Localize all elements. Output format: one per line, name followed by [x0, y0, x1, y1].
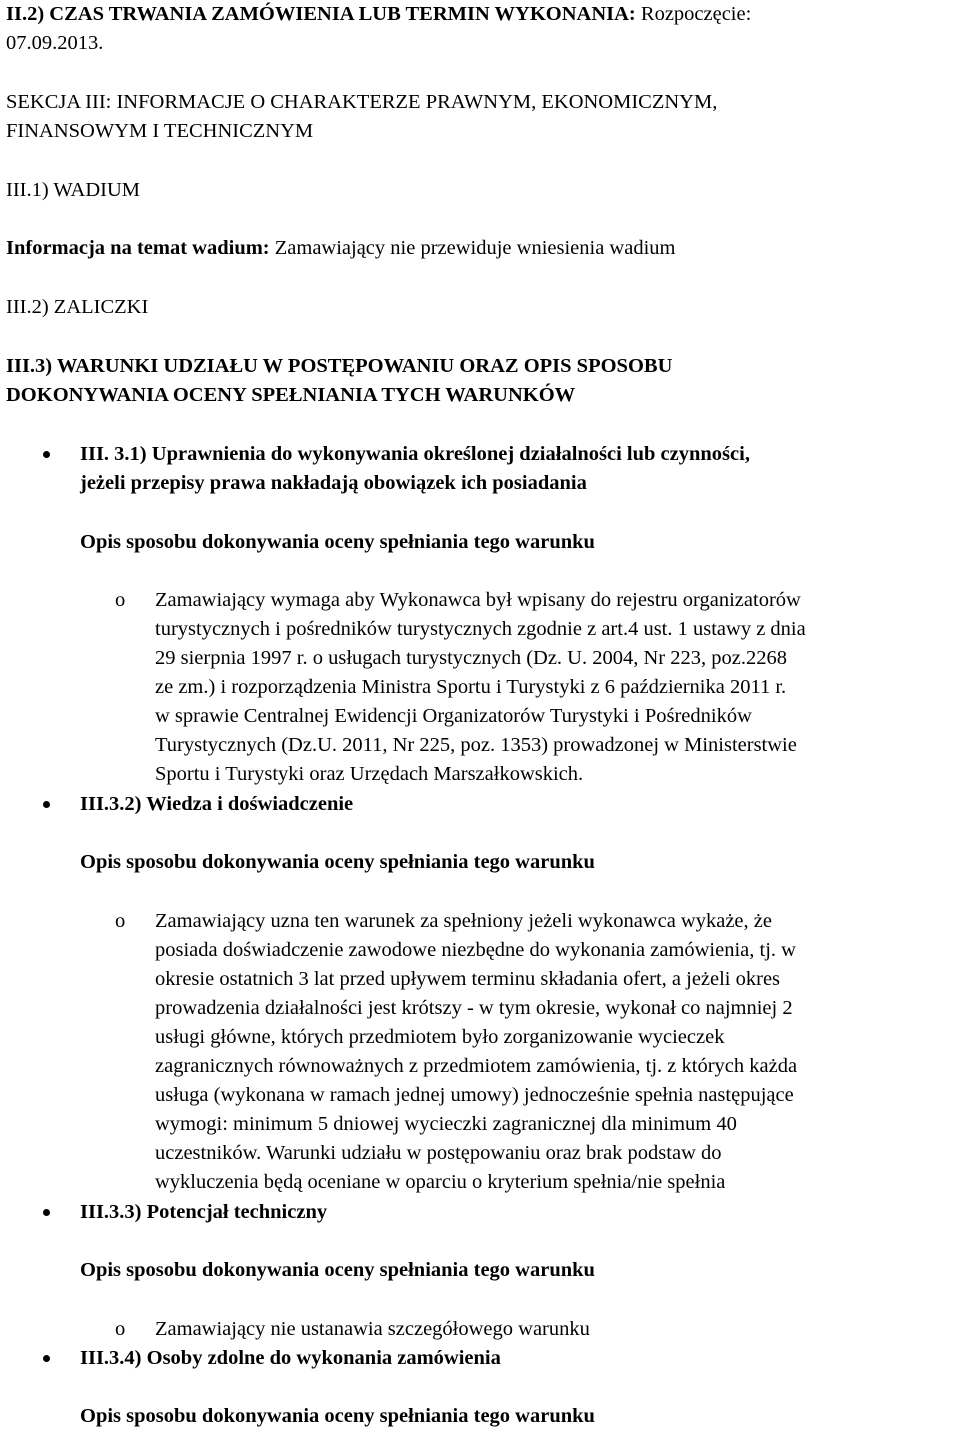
sub-list-marker: o	[115, 910, 126, 932]
duration-label: II.2) CZAS TRWANIA ZAMÓWIENIA LUB TERMIN WYKONANIA:	[6, 3, 636, 25]
wadium-heading: III.1) WADIUM	[6, 179, 140, 201]
condition-1-desc-line: turystycznych i pośredników turystycznych zgodnie z art.4 ust. 1 ustawy z dnia	[155, 618, 806, 640]
condition-2-desc-line: usługi główne, których przedmiotem było zorganizowanie wycieczek	[155, 1026, 725, 1048]
condition-2-desc-line: posiada doświadczenie zawodowe niezbędne do wykonania zamówienia, tj. w	[155, 939, 796, 961]
condition-1-desc-line: Sportu i Turystyki oraz Urzędach Marszałkowskich.	[155, 763, 584, 785]
condition-1-title-line1: III. 3.1) Uprawnienia do wykonywania określonej działalności lub czynności,	[80, 443, 750, 465]
condition-2-desc-line: zagranicznych równoważnych z przedmiotem zamówienia, tj. z których każda	[155, 1055, 798, 1077]
condition-1-desc-line: Zamawiający wymaga aby Wykonawca był wpisany do rejestru organizatorów	[155, 589, 801, 611]
sub-list-marker: o	[115, 1318, 126, 1340]
condition-2-opis-label: Opis sposobu dokonywania oceny spełniania tego warunku	[80, 851, 595, 873]
condition-4-title: III.3.4) Osoby zdolne do wykonania zamówienia	[80, 1347, 501, 1369]
condition-2-desc-line: prowadzenia działalności jest krótszy - w tym okresie, wykonał co najmniej 2	[155, 997, 793, 1019]
condition-3-title: III.3.3) Potencjał techniczny	[80, 1201, 328, 1223]
condition-1-desc-line: Turystycznych (Dz.U. 2011, Nr 225, poz. 1353) prowadzonej w Ministerstwie	[155, 734, 797, 756]
condition-3-opis-label: Opis sposobu dokonywania oceny spełniania tego warunku	[80, 1259, 595, 1281]
section-iii-heading-line1: SEKCJA III: INFORMACJE O CHARAKTERZE PRAWNYM, EKONOMICZNYM,	[6, 91, 718, 113]
wadium-info-value: Zamawiający nie przewiduje wniesienia wadium	[269, 237, 676, 259]
condition-2-desc-line: usługa (wykonana w ramach jednej umowy) jednocześnie spełnia następujące	[155, 1084, 794, 1106]
condition-1-opis-label: Opis sposobu dokonywania oceny spełniania tego warunku	[80, 531, 595, 553]
condition-2-desc-line: uczestników. Warunki udziału w postępowaniu oraz brak podstaw do	[155, 1142, 722, 1164]
condition-1-desc-line: 29 sierpnia 1997 r. o usługach turystycznych (Dz. U. 2004, Nr 223, poz.2268	[155, 647, 787, 669]
condition-1-title-line2: jeżeli przepisy prawa nakładają obowiązek ich posiadania	[80, 472, 587, 494]
warunki-heading-line1: III.3) WARUNKI UDZIAŁU W POSTĘPOWANIU ORAZ OPIS SPOSOBU	[6, 355, 673, 377]
warunki-heading-line2: DOKONYWANIA OCENY SPEŁNIANIA TYCH WARUNKÓW	[6, 384, 576, 406]
section-iii-heading-line2: FINANSOWYM I TECHNICZNYM	[6, 120, 314, 142]
condition-2-desc-line: wymogi: minimum 5 dniowej wycieczki zagranicznej dla minimum 40	[155, 1113, 737, 1135]
duration-line	[6, 0, 751, 28]
list-bullet	[43, 451, 50, 458]
wadium-info	[6, 234, 675, 262]
condition-4-opis-label: Opis sposobu dokonywania oceny spełniania tego warunku	[80, 1405, 595, 1427]
condition-2-desc-line: okresie ostatnich 3 lat przed upływem terminu składania ofert, a jeżeli okres	[155, 968, 781, 990]
list-bullet	[43, 801, 50, 808]
zaliczki-heading: III.2) ZALICZKI	[6, 296, 149, 318]
sub-list-marker: o	[115, 589, 126, 611]
list-bullet	[43, 1209, 50, 1216]
condition-1-desc-line: ze zm.) i rozporządzenia Ministra Sportu i Turystyki z 6 października 2011 r.	[155, 676, 787, 698]
start-date: 07.09.2013.	[6, 32, 104, 54]
condition-3-desc-line: Zamawiający nie ustanawia szczegółowego warunku	[155, 1318, 590, 1340]
list-bullet	[43, 1355, 50, 1362]
condition-2-desc-line: wykluczenia będą oceniane w oparciu o kryterium spełnia/nie spełnia	[155, 1171, 726, 1193]
condition-2-desc-line: Zamawiający uzna ten warunek za spełniony jeżeli wykonawca wykaże, że	[155, 910, 772, 932]
condition-2-title: III.3.2) Wiedza i doświadczenie	[80, 793, 354, 815]
duration-value: Rozpoczęcie:	[635, 3, 752, 25]
condition-1-desc-line: w sprawie Centralnej Ewidencji Organizatorów Turystyki i Pośredników	[155, 705, 752, 727]
wadium-info-label: Informacja na temat wadium:	[6, 237, 270, 259]
